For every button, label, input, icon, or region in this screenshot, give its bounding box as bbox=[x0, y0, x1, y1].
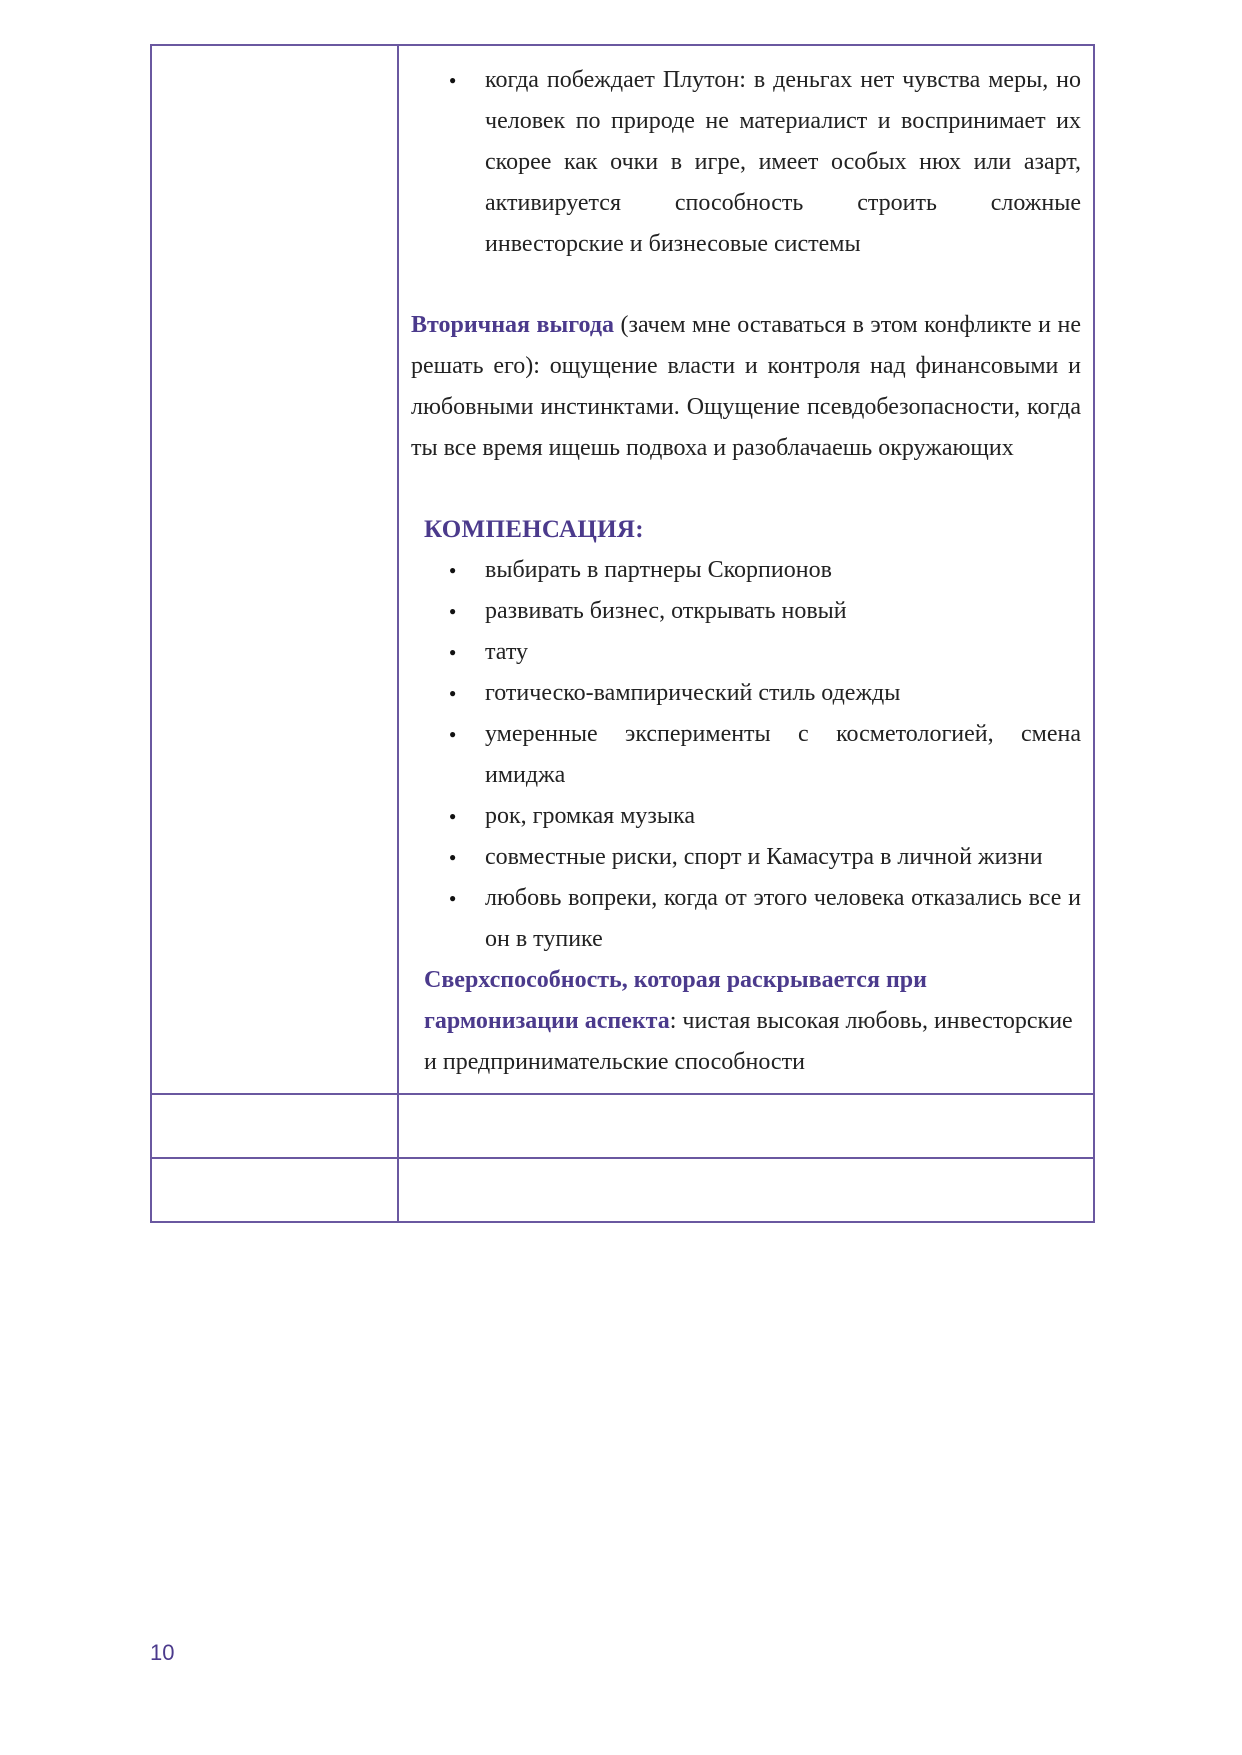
secondary-benefit-label: Вторичная выгода bbox=[411, 312, 614, 338]
table-row bbox=[151, 45, 1094, 1094]
superpower bbox=[424, 960, 1081, 1083]
list-item: ● когда побеждает Плутон: в деньгах нет чувства меры, но человек по природе не материалист и воспринимает их скорее как очки в игре, имеет особых нюх или азарт, активируется способность строить сложные инвесторские и бизнесовые системы bbox=[411, 60, 1081, 265]
empty-cell bbox=[151, 1158, 398, 1222]
page-number: 10 bbox=[150, 1640, 175, 1665]
list-item: ● тату bbox=[411, 632, 1081, 673]
empty-cell bbox=[398, 1158, 1094, 1222]
secondary-benefit-text: (зачем мне оставаться в этом конфликте и не решать его): ощущение власти и контроля над финансовыми и любовными инстинктами. Ощущение псевдобезопасности, когда ты все время ищешь подвоха и разоблачаешь окружающих bbox=[411, 312, 1082, 461]
table-row bbox=[151, 1158, 1094, 1222]
content-table bbox=[150, 44, 1095, 1223]
secondary-benefit bbox=[411, 305, 1081, 469]
pluto-list bbox=[411, 60, 1081, 265]
list-item: ● готическо-вампирический стиль одежды bbox=[411, 673, 1081, 714]
main-cell bbox=[398, 45, 1094, 1094]
list-item: ● выбирать в партнеры Скорпионов bbox=[411, 550, 1081, 591]
list-item: ● умеренные эксперименты с косметологией, смена имиджа bbox=[411, 714, 1081, 796]
table-row bbox=[151, 1094, 1094, 1158]
superpower-text: : чистая высокая любовь, инвесторские и предпринимательские способности bbox=[424, 1008, 1073, 1075]
empty-cell bbox=[151, 1094, 398, 1158]
list-item: ● рок, громкая музыка bbox=[411, 796, 1081, 837]
compensation-list bbox=[411, 550, 1081, 960]
list-item: ● развивать бизнес, открывать новый bbox=[411, 591, 1081, 632]
empty-cell bbox=[398, 1094, 1094, 1158]
list-item: ● совместные риски, спорт и Камасутра в личной жизни bbox=[411, 837, 1081, 878]
list-item: ● любовь вопреки, когда от этого человека отказались все и он в тупике bbox=[411, 878, 1081, 960]
left-cell bbox=[151, 45, 398, 1094]
superpower-label: Сверхспособность, которая раскрывается при гармонизации аспекта bbox=[424, 967, 927, 1034]
compensation-heading: КОМПЕНСАЦИЯ: bbox=[424, 516, 644, 543]
